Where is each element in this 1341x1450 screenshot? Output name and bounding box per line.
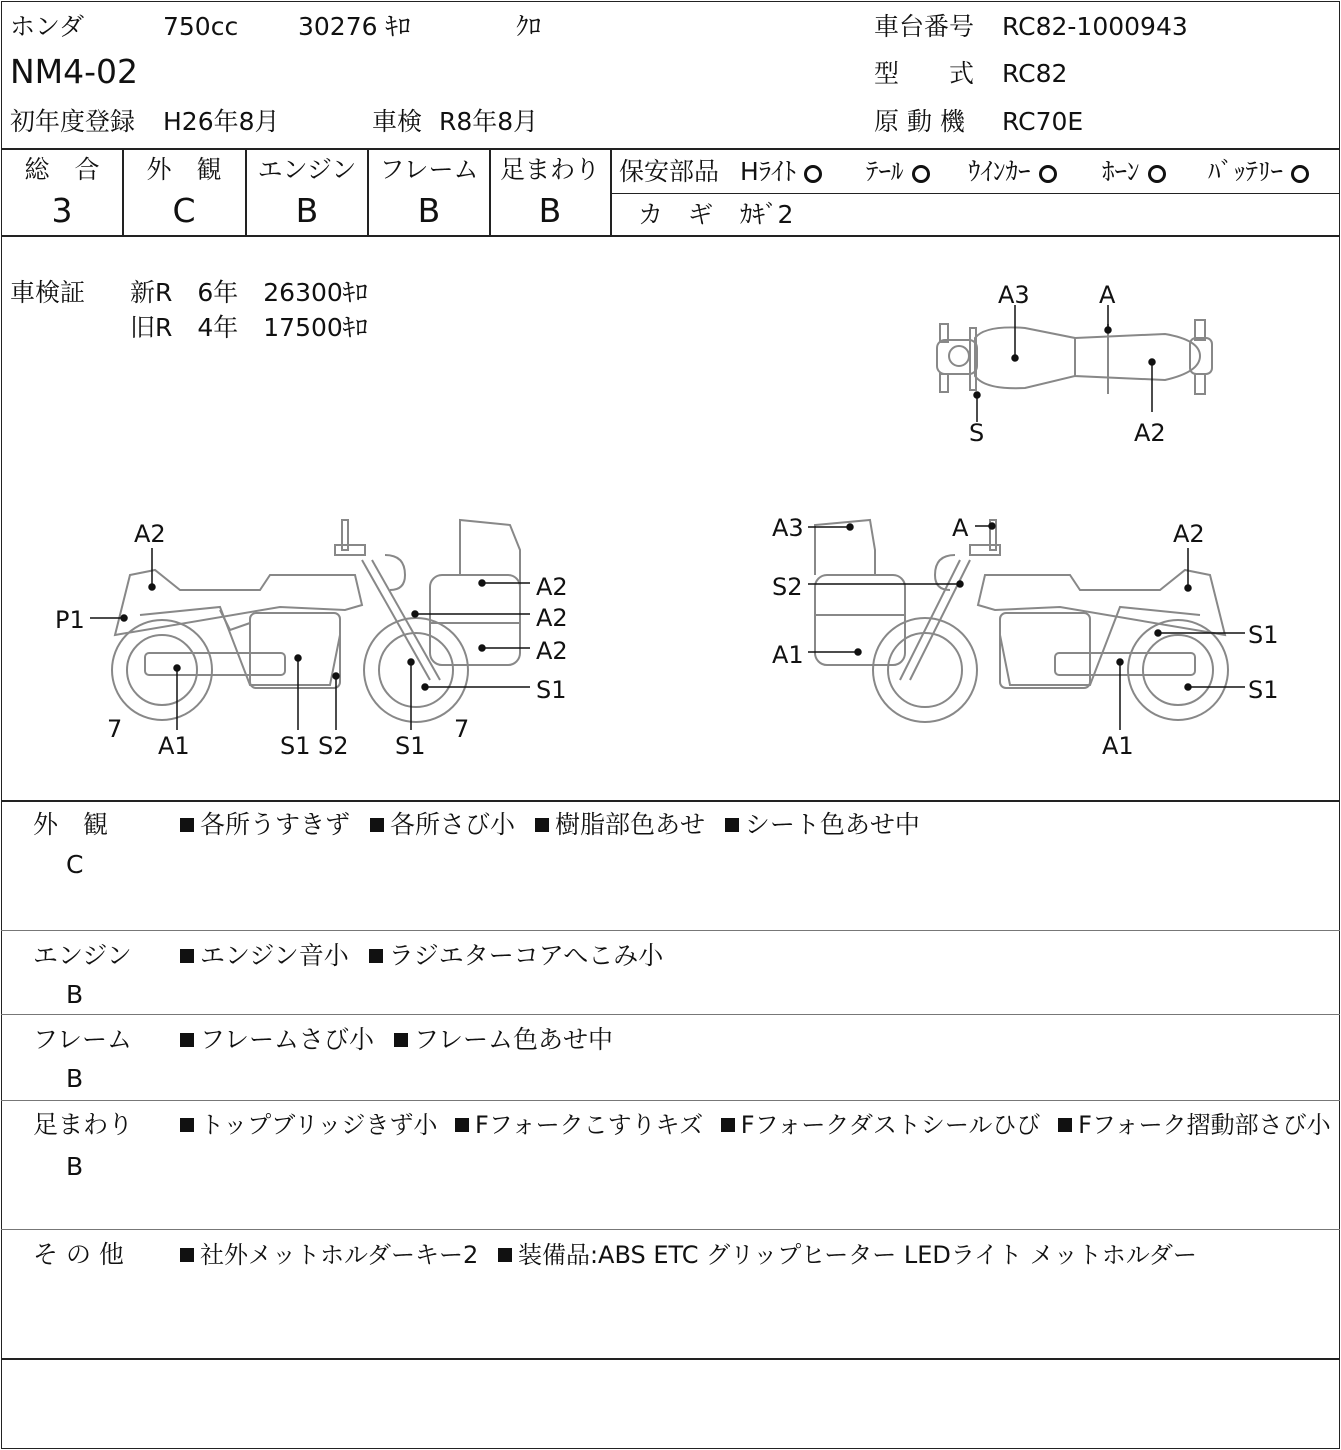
divider xyxy=(1,930,1340,931)
safety-label: 保安部品 xyxy=(619,157,720,186)
ok-circle-icon xyxy=(1039,165,1057,183)
bullet-square-icon xyxy=(180,1118,194,1132)
remark-cat-other: そ の 他 xyxy=(33,1240,124,1269)
ok-circle-icon xyxy=(1148,165,1166,183)
remark-cat-exterior: 外 観 xyxy=(33,810,109,839)
grade-value-frame: B xyxy=(417,191,441,230)
ok-circle-icon xyxy=(912,165,930,183)
displacement: 750cc xyxy=(163,12,239,41)
ok-circle-icon xyxy=(804,165,822,183)
type-label: 型 式 xyxy=(874,59,975,88)
mark-a1-right-l: A1 xyxy=(772,641,804,669)
bullet-square-icon xyxy=(180,1248,194,1262)
bullet-square-icon xyxy=(455,1118,469,1132)
cert-new: 新R 6年 26300ｷﾛ xyxy=(130,278,368,307)
mark-s2-left: S2 xyxy=(318,732,349,760)
grade-label-suspension: 足まわり xyxy=(499,155,600,184)
mark-a2-left-top: A2 xyxy=(134,520,166,548)
mark-a-right: A xyxy=(952,514,969,542)
grade-value-exterior: C xyxy=(172,191,196,230)
mark-s1-left-r: S1 xyxy=(536,676,567,704)
divider xyxy=(610,148,612,237)
divider xyxy=(1,1358,1340,1360)
mark-7-right: 7 xyxy=(454,715,470,743)
first-reg-value: H26年8月 xyxy=(163,107,280,136)
inspection-value: R8年8月 xyxy=(439,107,539,136)
engine-label: 原 動 機 xyxy=(874,107,965,136)
mark-a2-right: A2 xyxy=(1173,520,1205,548)
chassis-value: RC82-1000943 xyxy=(1002,12,1188,41)
remark-items-other: 社外メットホルダーキー2 装備品:ABS ETC グリップヒーター LEDライト メットホルダー xyxy=(180,1240,1197,1270)
safety-tail: ﾃｰﾙ xyxy=(866,157,930,187)
divider xyxy=(611,193,1340,194)
bullet-square-icon xyxy=(1058,1118,1072,1132)
divider xyxy=(1,1014,1340,1015)
remark-grade-exterior: C xyxy=(66,850,84,879)
safety-horn: ﾎｰﾝ xyxy=(1102,157,1166,187)
mark-s1-right-1: S1 xyxy=(1248,621,1279,649)
mark-s1-right-2: S1 xyxy=(1248,676,1279,704)
remark-items-engine: エンジン音小 ラジエターコアへこみ小 xyxy=(180,941,663,971)
mark-a-top: A xyxy=(1099,281,1116,309)
mark-a3-top: A3 xyxy=(998,281,1030,309)
mark-a1-left: A1 xyxy=(158,732,190,760)
grade-label-frame: フレーム xyxy=(379,155,479,184)
type-value: RC82 xyxy=(1002,59,1068,88)
grade-label-overall: 総 合 xyxy=(24,155,100,184)
maker: ホンダ xyxy=(10,12,85,41)
bullet-square-icon xyxy=(180,949,194,963)
remark-items-exterior: 各所うすきず 各所さび小 樹脂部色あせ シート色あせ中 xyxy=(180,810,920,840)
divider xyxy=(1,1100,1340,1101)
mark-s2-right: S2 xyxy=(772,573,803,601)
divider xyxy=(1,148,1340,150)
mark-s-top: S xyxy=(969,419,985,447)
remark-cat-suspension: 足まわり xyxy=(33,1110,134,1139)
mark-a2-left-r2: A2 xyxy=(536,604,568,632)
remark-grade-frame: B xyxy=(66,1064,84,1093)
divider xyxy=(1,800,1340,802)
engine-value: RC70E xyxy=(1002,107,1084,136)
bullet-square-icon xyxy=(369,949,383,963)
mark-p1-left: P1 xyxy=(55,606,85,634)
bullet-square-icon xyxy=(394,1033,408,1047)
key-value: ｶｷﾞ2 xyxy=(740,200,794,229)
mark-a2-left-r1: A2 xyxy=(536,573,568,601)
safety-winker: ｳｲﾝｶｰ xyxy=(968,157,1057,187)
bullet-square-icon xyxy=(180,1033,194,1047)
chassis-label: 車台番号 xyxy=(874,12,975,41)
grade-label-exterior: 外 観 xyxy=(146,155,222,184)
mark-7-left: 7 xyxy=(107,715,123,743)
mileage: 30276 ｷﾛ xyxy=(298,12,411,41)
mark-a2-top: A2 xyxy=(1134,419,1166,447)
model-code: NM4-02 xyxy=(10,52,139,91)
cert-old: 旧R 4年 17500ｷﾛ xyxy=(130,313,368,342)
mark-a2-left-r3: A2 xyxy=(536,637,568,665)
grade-label-engine: エンジン xyxy=(257,155,357,184)
remark-grade-suspension: B xyxy=(66,1152,84,1181)
remark-cat-frame: フレーム xyxy=(33,1025,133,1054)
remark-items-frame: フレームさび小 フレーム色あせ中 xyxy=(180,1025,613,1055)
diagram-leader-lines xyxy=(0,230,1341,790)
mark-a1-right-b: A1 xyxy=(1102,732,1134,760)
remark-grade-engine: B xyxy=(66,980,84,1009)
mark-a3-right: A3 xyxy=(772,514,804,542)
grade-value-suspension: B xyxy=(538,191,562,230)
safety-headlight: Hﾗｲﾄ xyxy=(740,157,822,187)
bullet-square-icon xyxy=(721,1118,735,1132)
bullet-square-icon xyxy=(725,818,739,832)
inspection-label: 車検 xyxy=(372,107,423,136)
bullet-square-icon xyxy=(498,1248,512,1262)
color: ｸﾛ xyxy=(516,12,542,41)
remark-items-suspension: トップブリッジきず小 Fフォークこすりキズ Fフォークダストシールひび Fフォーク摺動部さび小 xyxy=(180,1110,1331,1140)
grade-value-engine: B xyxy=(295,191,319,230)
cert-label: 車検証 xyxy=(10,278,86,307)
bullet-square-icon xyxy=(370,818,384,832)
grade-value-overall: 3 xyxy=(51,191,73,230)
ok-circle-icon xyxy=(1291,165,1309,183)
first-reg-label: 初年度登録 xyxy=(10,107,136,136)
divider xyxy=(1,1229,1340,1230)
bullet-square-icon xyxy=(535,818,549,832)
remark-cat-engine: エンジン xyxy=(33,941,132,970)
mark-s1-left-b2: S1 xyxy=(395,732,426,760)
bullet-square-icon xyxy=(180,818,194,832)
key-label: カ ギ xyxy=(638,200,714,229)
mark-s1-left-b1: S1 xyxy=(280,732,311,760)
safety-battery: ﾊﾞｯﾃﾘｰ xyxy=(1208,157,1309,187)
